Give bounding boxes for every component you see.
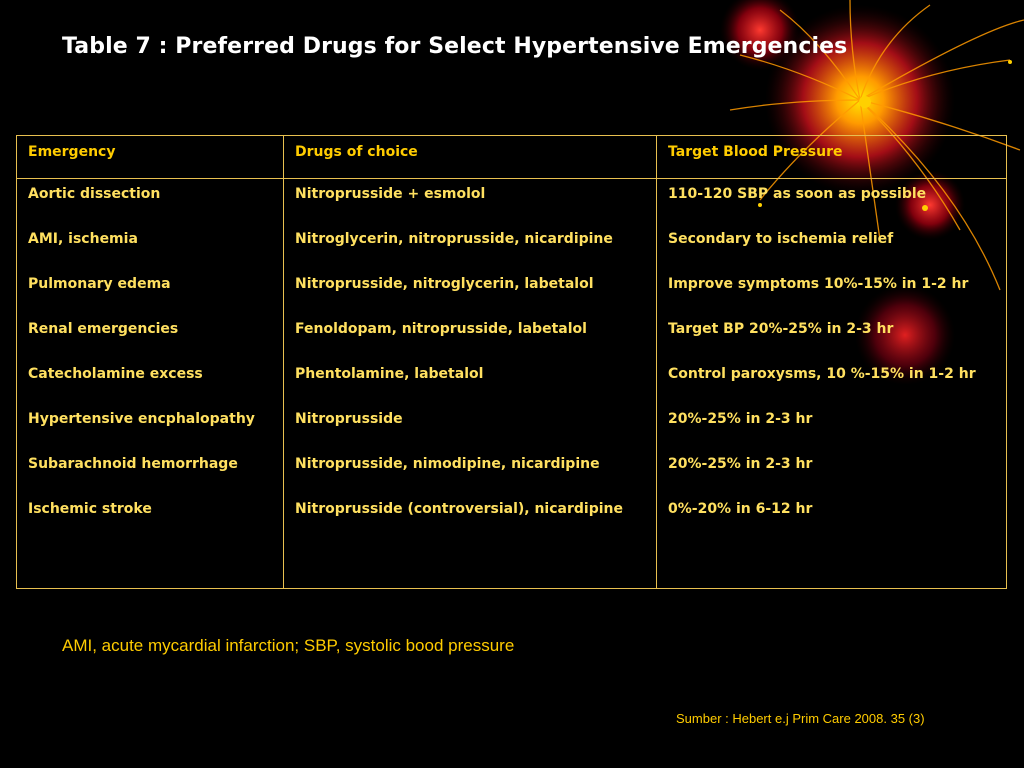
emergency-cell: Pulmonary edema <box>28 276 171 292</box>
target-bp-column <box>657 179 1007 589</box>
target-bp-cell: 0%-20% in 6-12 hr <box>668 501 813 517</box>
target-bp-cell: Secondary to ischemia relief <box>668 231 894 247</box>
emergency-column <box>17 179 284 589</box>
emergency-cell: Aortic dissection <box>28 186 161 202</box>
drug-cell: Nitroprusside <box>295 411 403 427</box>
drug-cell: Nitroglycerin, nitroprusside, nicardipine <box>295 231 613 247</box>
table-header-row <box>17 136 1007 179</box>
drugs-column <box>284 179 657 589</box>
target-bp-cell: 20%-25% in 2-3 hr <box>668 411 813 427</box>
emergency-cell: AMI, ischemia <box>28 231 138 247</box>
slide-title: Table 7 : Preferred Drugs for Select Hypertensive Emergencies <box>62 34 848 59</box>
target-bp-cell: Target BP 20%-25% in 2-3 hr <box>668 321 894 337</box>
drug-table <box>16 135 1007 589</box>
drug-cell: Fenoldopam, nitroprusside, labetalol <box>295 321 587 337</box>
emergency-cell: Ischemic stroke <box>28 501 152 517</box>
target-bp-cell: 110-120 SBP as soon as possible <box>668 186 927 202</box>
drug-cell: Nitroprusside (controversial), nicardipine <box>295 501 623 517</box>
emergency-cell: Subarachnoid hemorrhage <box>28 456 238 472</box>
source-citation: Sumber : Hebert e.j Prim Care 2008. 35 (3) <box>676 711 925 726</box>
drug-cell: Phentolamine, labetalol <box>295 366 484 382</box>
emergency-cell: Catecholamine excess <box>28 366 203 382</box>
header-emergency: Emergency <box>17 136 284 179</box>
emergency-cell: Hypertensive encphalopathy <box>28 411 255 427</box>
drug-cell: Nitroprusside, nimodipine, nicardipine <box>295 456 600 472</box>
table-body-row <box>17 179 1007 589</box>
drug-cell: Nitroprusside, nitroglycerin, labetalol <box>295 276 594 292</box>
target-bp-cell: Control paroxysms, 10 %-15% in 1-2 hr <box>668 366 976 382</box>
target-bp-cell: 20%-25% in 2-3 hr <box>668 456 813 472</box>
drug-cell: Nitroprusside + esmolol <box>295 186 486 202</box>
target-bp-cell: Improve symptoms 10%-15% in 1-2 hr <box>668 276 969 292</box>
abbreviations-footnote: AMI, acute mycardial infarction; SBP, systolic bood pressure <box>62 636 515 655</box>
header-target-blood-pressure: Target Blood Pressure <box>657 136 1007 179</box>
header-drugs-of-choice: Drugs of choice <box>284 136 657 179</box>
emergency-cell: Renal emergencies <box>28 321 179 337</box>
